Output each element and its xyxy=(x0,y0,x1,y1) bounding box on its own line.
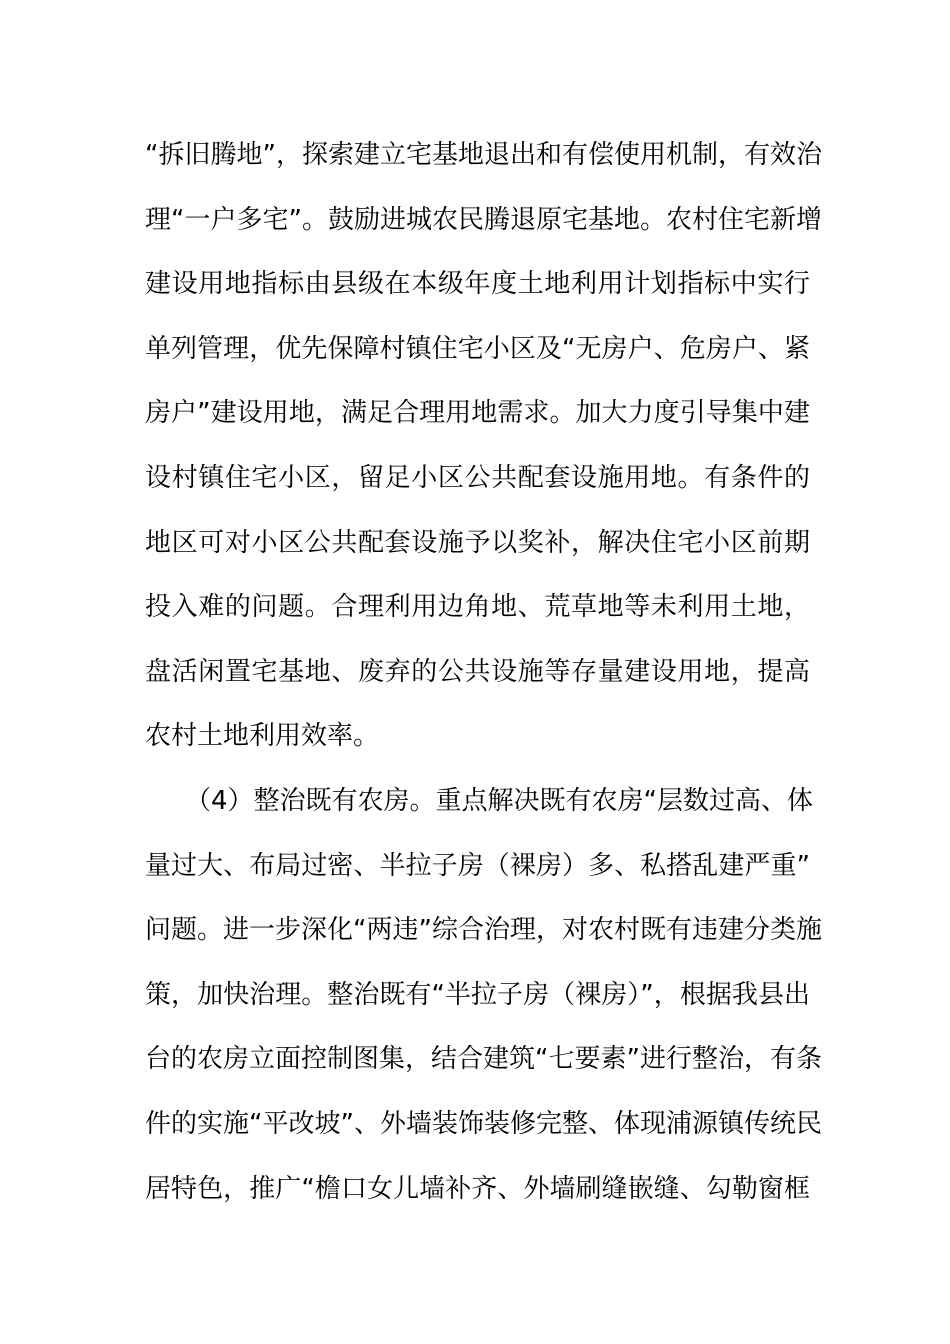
text-line: 盘活闲置宅基地、废弃的公共设施等存量建设用地，提高 xyxy=(145,656,810,687)
text-line: 台的农房立面控制图集，结合建筑“七要素”进行整治，有条 xyxy=(145,1044,822,1075)
text-line: 地区可对小区公共配套设施予以奖补，解决住宅小区前期 xyxy=(145,527,810,558)
text-line: “拆旧腾地”，探索建立宅基地退出和有偿使用机制，有效治 xyxy=(145,140,822,170)
text-line: 策，加快治理。整治既有“半拉子房（裸房）”，根据我县出 xyxy=(145,979,810,1010)
text-line: 理“一户多宅”。鼓励进城农民腾退原宅基地。农村住宅新增 xyxy=(145,204,822,235)
text-line: 投入难的问题。合理利用边角地、荒草地等未利用土地， xyxy=(145,592,810,623)
text-line: （4）整治既有农房。重点解决既有农房“层数过高、体 xyxy=(185,785,814,816)
text-line: 设村镇住宅小区，留足小区公共配套设施用地。有条件的 xyxy=(145,462,810,493)
paragraph-end-line: 农村土地利用效率。 xyxy=(145,721,380,752)
text-line: 单列管理，优先保障村镇住宅小区及“无房户、危房户、紧 xyxy=(145,333,810,364)
text-line: 问题。进一步深化“两违”综合治理，对农村既有违建分类施 xyxy=(145,915,822,946)
text-line: 建设用地指标由县级在本级年度土地利用计划指标中实行 xyxy=(145,269,810,300)
text-line: 量过大、布局过密、半拉子房（裸房）多、私搭乱建严重” xyxy=(145,850,810,881)
text-line: 房户”建设用地，满足合理用地需求。加大力度引导集中建 xyxy=(145,398,810,429)
text-line: 居特色，推广“檐口女儿墙补齐、外墙刷缝嵌缝、勾勒窗框 xyxy=(145,1173,810,1204)
body-text xyxy=(145,123,822,1221)
text-line: 件的实施“平改坡”、外墙装饰装修完整、体现浦源镇传统民 xyxy=(145,1108,822,1139)
